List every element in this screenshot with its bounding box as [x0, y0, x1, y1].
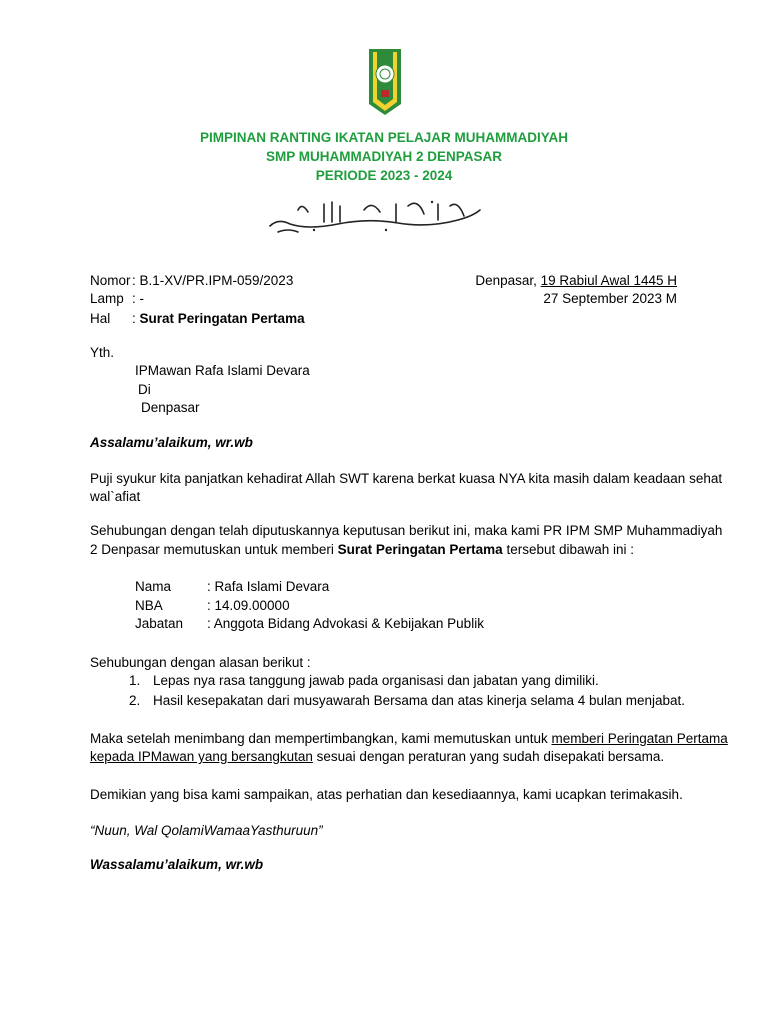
- date-hijri: 19 Rabiul Awal 1445 H: [540, 273, 677, 288]
- nomor-row: [90, 272, 293, 290]
- hal-label: Hal: [90, 311, 111, 326]
- reason-text: Hasil kesepakatan dari musyawarah Bersama dan atas kinerja selama 4 bulan menjabat.: [153, 693, 686, 708]
- recipient-place: Denpasar: [141, 400, 200, 415]
- org-title: PIMPINAN RANTING IKATAN PELAJAR MUHAMMADIYAH: [199, 130, 568, 145]
- para2-text-post: tersebut dibawah ini :: [502, 542, 635, 557]
- date-hijri-row: [475, 272, 677, 290]
- para3-text-underlined: memberi Peringatan Pertama: [551, 731, 728, 746]
- para3-line2: [90, 748, 664, 766]
- para3-text-underlined-2: kepada IPMawan yang bersangkutan: [90, 749, 313, 764]
- detail-value: : Rafa Islami Devara: [207, 579, 330, 594]
- hal-colon: :: [132, 311, 140, 326]
- reason-item: [129, 692, 685, 710]
- para2-line2: [90, 541, 634, 559]
- para3-line1: [90, 730, 728, 748]
- recipient-name: IPMawan Rafa Islami Devara: [135, 363, 310, 378]
- detail-value: : Anggota Bidang Advokasi & Kebijakan Publik: [207, 616, 484, 631]
- date-masehi: 27 September 2023 M: [543, 291, 677, 306]
- para2-line1: Sehubungan dengan telah diputuskannya keputusan berikut ini, maka kami PR IPM SMP Muhammadiyah: [90, 523, 723, 538]
- farewell: Wassalamu’alaikum, wr.wb: [90, 857, 264, 872]
- para1-line2: wal`afiat: [90, 489, 141, 504]
- para2-text-pre: 2 Denpasar memutuskan untuk memberi: [90, 542, 338, 557]
- lamp-label: Lamp: [90, 291, 124, 306]
- para3-text-pre: Maka setelah menimbang dan mempertimbangkan, kami memutuskan untuk: [90, 731, 552, 746]
- detail-label: NBA: [135, 598, 163, 613]
- period-title: PERIODE 2023 - 2024: [315, 168, 453, 183]
- detail-row-nba: [135, 597, 290, 615]
- detail-value: : 14.09.00000: [207, 598, 290, 613]
- closing-text: Demikian yang bisa kami sampaikan, atas perhatian dan kesediaannya, kami ucapkan terimakasih.: [90, 787, 683, 802]
- yth-label: Yth.: [90, 345, 115, 360]
- lamp-row: [90, 290, 144, 308]
- greeting: Assalamu’alaikum, wr.wb: [90, 435, 253, 450]
- detail-row-jabatan: [135, 615, 484, 633]
- para1-line1: Puji syukur kita panjatkan kehadirat Allah SWT karena berkat kuasa NYA kita masih dalam keadaan sehat: [90, 471, 723, 486]
- detail-row-nama: [135, 578, 329, 596]
- reason-item: [129, 672, 599, 690]
- place-prefix: Denpasar,: [475, 273, 541, 288]
- para2-text-bold: Surat Peringatan Pertama: [337, 542, 503, 557]
- hal-row: [90, 310, 305, 328]
- reason-number: 2.: [129, 693, 141, 708]
- reasons-intro: Sehubungan dengan alasan berikut :: [90, 655, 311, 670]
- basmalah-calligraphy-icon: [268, 196, 484, 236]
- reason-number: 1.: [129, 673, 141, 688]
- reason-text: Lepas nya rasa tanggung jawab pada organisasi dan jabatan yang dimiliki.: [153, 673, 599, 688]
- detail-label: Jabatan: [135, 616, 184, 631]
- school-title: SMP MUHAMMADIYAH 2 DENPASAR: [265, 149, 503, 164]
- recipient-di: Di: [138, 382, 151, 397]
- nomor-value: : B.1-XV/PR.IPM-059/2023: [132, 273, 294, 288]
- motto: “Nuun, Wal QolamiWamaaYasthuruun”: [90, 823, 323, 838]
- lamp-value: : -: [132, 291, 144, 306]
- nomor-label: Nomor: [90, 273, 131, 288]
- detail-label: Nama: [135, 579, 172, 594]
- hal-value: Surat Peringatan Pertama: [139, 311, 305, 326]
- para3-text-post: sesuai dengan peraturan yang sudah disepakati bersama.: [312, 749, 665, 764]
- ipm-logo-icon: [368, 48, 402, 116]
